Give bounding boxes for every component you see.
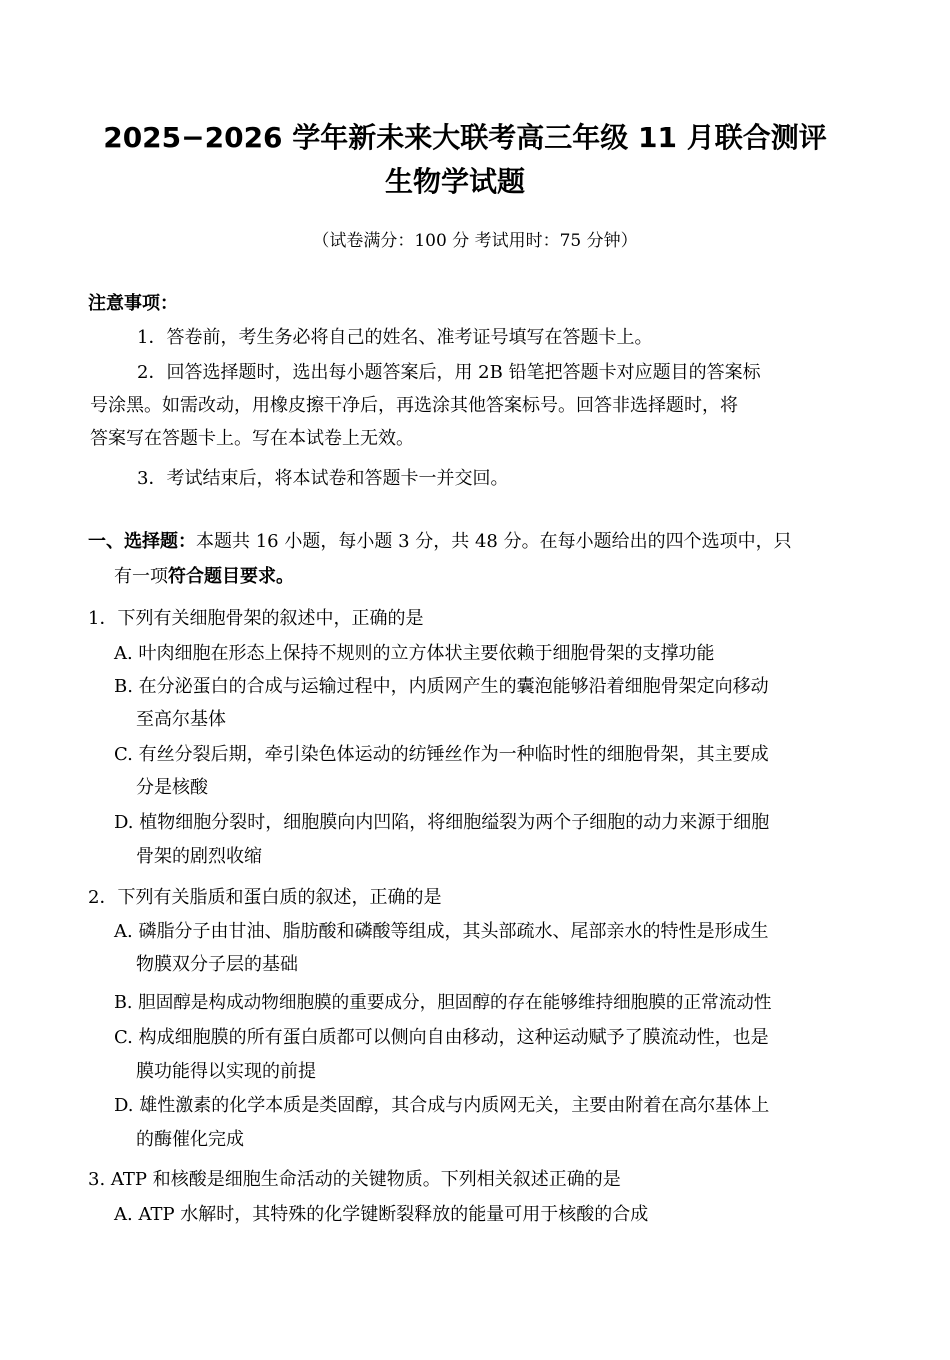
question-2-option-c-cont: 膜功能得以实现的前提 [136, 1061, 316, 1082]
notice-item-2-line-1: 2．回答选择题时，选出每小题答案后，用 2B 铅笔把答题卡对应题目的答案标 [137, 362, 761, 383]
exam-title: 2025−2026 学年新未来大联考高三年级 11 月联合测评 [103, 121, 827, 154]
question-2-option-d-cont: 的酶催化完成 [136, 1129, 244, 1150]
section-1-title: 一、选择题： [88, 531, 196, 552]
notice-item-3: 3．考试结束后，将本试卷和答题卡一并交回。 [137, 468, 509, 489]
question-2-stem: 2．下列有关脂质和蛋白质的叙述，正确的是 [88, 887, 442, 908]
question-1-option-d-cont: 骨架的剧烈收缩 [136, 846, 262, 867]
question-1-option-c-cont: 分是核酸 [136, 777, 208, 798]
question-1-option-d: D. 植物细胞分裂时，细胞膜向内凹陷，将细胞缢裂为两个子细胞的动力来源于细胞 [114, 812, 770, 833]
question-2-option-b: B. 胆固醇是构成动物细胞膜的重要成分，胆固醇的存在能够维持细胞膜的正常流动性 [114, 993, 772, 1013]
notice-item-1: 1．答卷前，考生务必将自己的姓名、准考证号填写在答题卡上。 [137, 327, 653, 348]
exam-info: （试卷满分：100 分 考试用时：75 分钟） [312, 231, 638, 251]
question-1-option-c: C. 有丝分裂后期，牵引染色体运动的纺锤丝作为一种临时性的细胞骨架，其主要成 [114, 744, 769, 765]
question-2-option-a: A. 磷脂分子由甘油、脂肪酸和磷酸等组成，其头部疏水、尾部亲水的特性是形成生 [114, 921, 769, 942]
notice-item-2-line-3: 答案写在答题卡上。写在本试卷上无效。 [90, 428, 414, 449]
question-2-option-d: D. 雄性激素的化学本质是类固醇，其合成与内质网无关，主要由附着在高尔基体上 [114, 1095, 770, 1116]
notice-heading: 注意事项： [88, 293, 178, 314]
question-3-stem: 3. ATP 和核酸是细胞生命活动的关键物质。下列相关叙述正确的是 [88, 1169, 621, 1190]
question-1-option-a: A. 叶肉细胞在形态上保持不规则的立方体状主要依赖于细胞骨架的支撑功能 [114, 643, 715, 664]
question-1-option-b: B. 在分泌蛋白的合成与运输过程中，内质网产生的囊泡能够沿着细胞骨架定向移动 [114, 676, 769, 697]
notice-item-2-line-2: 号涂黑。如需改动，用橡皮擦干净后，再选涂其他答案标号。回答非选择题时，将 [90, 395, 738, 416]
exam-subject: 生物学试题 [384, 165, 525, 198]
section-1-heading-line-2 [114, 565, 294, 589]
question-1-option-b-cont: 至高尔基体 [136, 709, 226, 730]
section-1-line-2-bold: 符合题目要求。 [168, 566, 294, 587]
section-1-description: 本题共 16 小题，每小题 3 分，共 48 分。在每小题给出的四个选项中，只 [196, 531, 792, 552]
question-2-option-c: C. 构成细胞膜的所有蛋白质都可以侧向自由移动，这种运动赋予了膜流动性，也是 [114, 1027, 769, 1048]
section-1-heading [88, 530, 792, 554]
question-1-stem: 1．下列有关细胞骨架的叙述中，正确的是 [88, 608, 424, 629]
question-3-option-a: A. ATP 水解时，其特殊的化学键断裂释放的能量可用于核酸的合成 [114, 1204, 649, 1225]
question-2-option-a-cont: 物膜双分子层的基础 [136, 954, 298, 975]
section-1-line-2-text: 有一项 [114, 566, 168, 587]
